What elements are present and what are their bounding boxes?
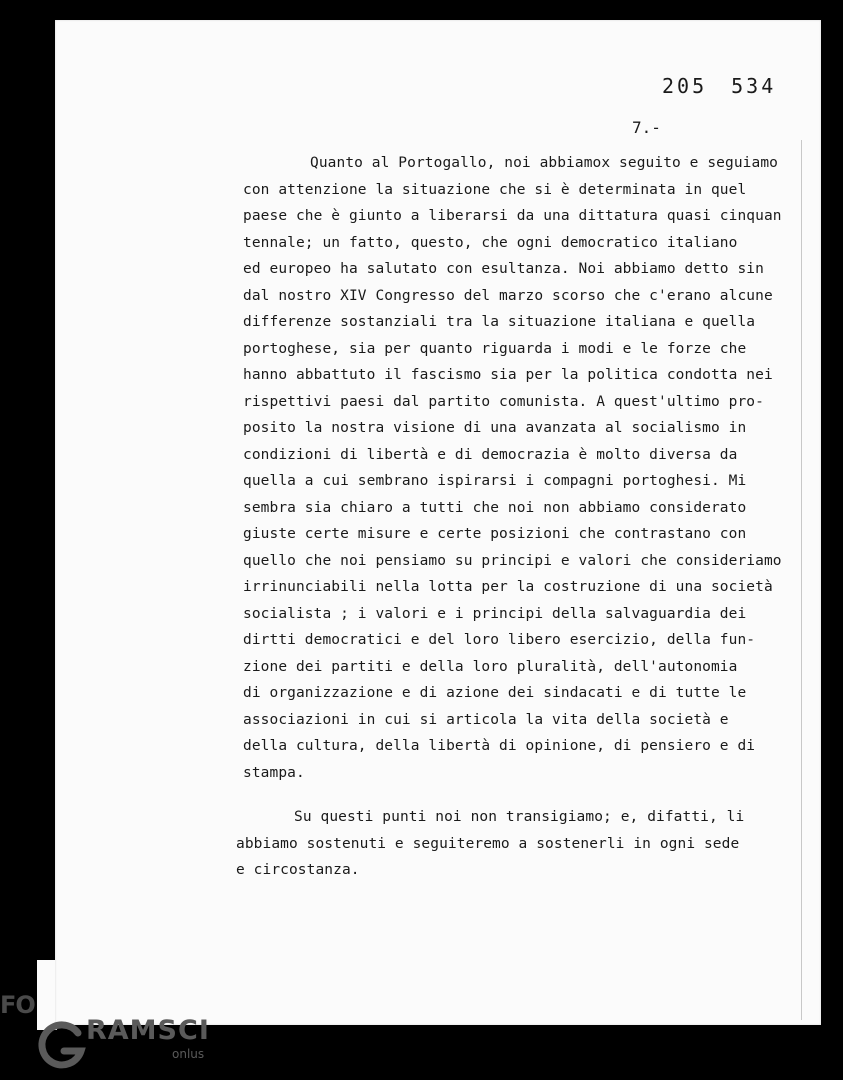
text-line: Su questi punti noi non transigiamo; e, difatti, li (294, 809, 745, 825)
gramsci-g-logo-icon (34, 1019, 88, 1073)
watermark-name: RAMSCI (86, 1015, 210, 1046)
text-line: associazioni in cui si articola la vita della società e (243, 711, 729, 728)
text-line: socialista ; i valori e i principi della salvaguardia dei (243, 605, 747, 622)
text-line: quello che noi pensiamo su principi e valori che consideriamo (243, 552, 782, 569)
text-line: paese che è giunto a liberarsi da una dittatura quasi cinquan (243, 208, 782, 224)
text-line: Quanto al Portogallo, noi abbiamox seguito e seguiamo (310, 155, 778, 171)
text-line: posito la nostra visione di una avanzata al socialismo in (243, 420, 747, 436)
text-line: e circostanza. (236, 862, 360, 878)
archive-number-left: 205 (662, 74, 708, 98)
paragraph-2 (236, 804, 744, 884)
text-line: della cultura, della libertà di opinione, di pensiero e di (243, 738, 756, 754)
text-line: irrinunciabili nella lotta per la costruzione di una società (243, 579, 773, 595)
text-line: zione dei partiti e della loro pluralità, dell'autonomia (243, 658, 738, 675)
text-line: giuste certe misure e certe posizioni che contrastano con (243, 526, 747, 542)
text-line: dal nostro XIV Congresso del marzo scorso che c'erano alcune (243, 287, 773, 304)
text-line: stampa. (243, 764, 305, 781)
watermark-subtitle: onlus (172, 1047, 205, 1061)
text-line: dirtti democratici e del loro libero esercizio, della fun- (243, 632, 756, 648)
watermark-partial-text: FO (0, 991, 35, 1019)
text-line: con attenzione la situazione che si è determinata in quel (243, 181, 747, 198)
text-line: quella a cui sembrano ispirarsi i compagni portoghesi. Mi (243, 473, 747, 489)
text-line: ed europeo ha salutato con esultanza. Noi abbiamo detto sin (243, 261, 764, 277)
text-line: tennale; un fatto, questo, che ogni democratico italiano (243, 234, 738, 251)
text-line: abbiamo sostenuti e seguiteremo a sostenerli in ogni sede (236, 835, 740, 852)
archive-number-right: 534 (731, 74, 777, 98)
text-line: rispettivi paesi dal partito comunista. A quest'ultimo pro- (243, 393, 764, 410)
text-line: condizioni di libertà e di democrazia è molto diversa da (243, 446, 738, 463)
text-line: hanno abbattuto il fascismo sia per la politica condotta nei (243, 367, 773, 383)
page-marker: 7.- (632, 118, 661, 137)
text-line: sembra sia chiaro a tutti che noi non abbiamo considerato (243, 499, 747, 516)
text-line: portoghese, sia per quanto riguarda i modi e le forze che (243, 340, 747, 357)
text-line: differenze sostanziali tra la situazione italiana e quella (243, 314, 756, 330)
paper-fold-line (801, 140, 802, 1020)
paragraph-1 (243, 150, 782, 786)
text-line: di organizzazione e di azione dei sindacati e di tutte le (243, 685, 747, 701)
archive-page-numbers (662, 74, 776, 98)
watermark-footer (0, 985, 260, 1080)
